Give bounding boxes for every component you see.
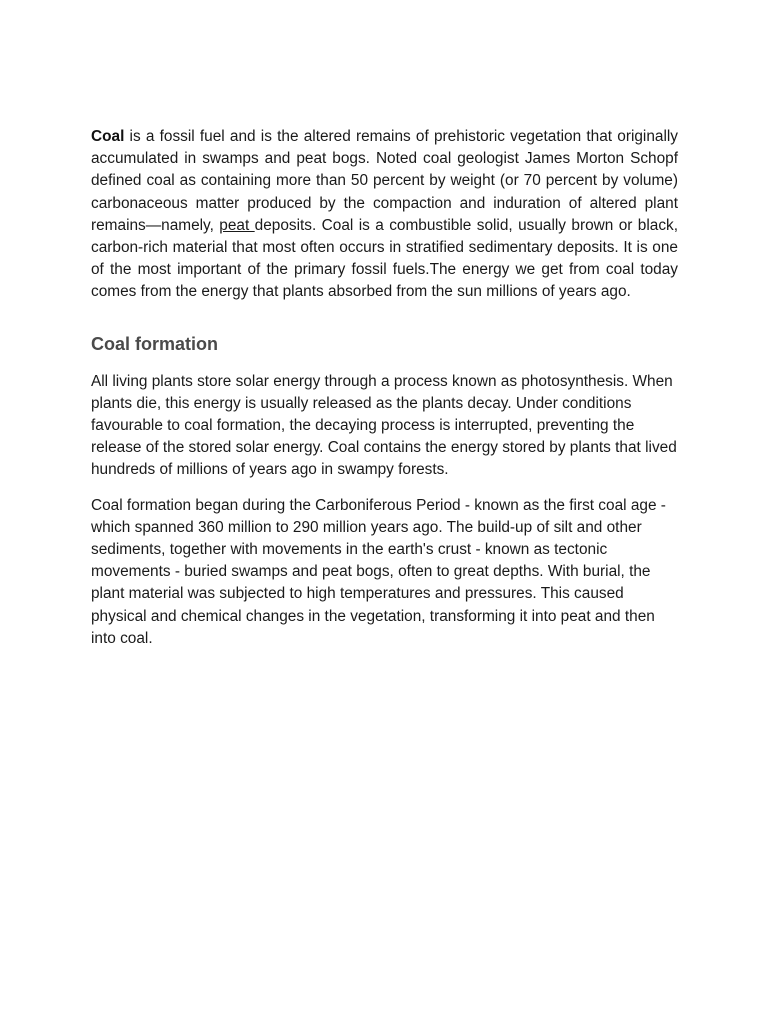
intro-text-part-2: deposits. Coal is a combustible solid, usually brown or black, carbon-rich material that most often occurs in stratified sedimentary deposits. It is one of the most important of the primary fossil fuels.The energy we get from coal today comes from the energy that plants absorbed from the sun millions of years ago. xyxy=(91,216,679,301)
peat-link[interactable]: peat xyxy=(219,216,255,234)
intro-text-part-1: is a fossil fuel and is the altered remains of prehistoric vegetation that originally accumulated in swamps and peat bogs. Noted coal geologist James Morton Schopf defined coal as containing more than 50 percent by weight (or 70 percent by volume) carbonaceous matter produced by the compaction and induration of altered plant remains—namely, xyxy=(91,128,678,234)
document-page xyxy=(91,126,678,650)
body-paragraph-carboniferous: Coal formation began during the Carboniferous Period - known as the first coal age - which spanned 360 million to 290 million years ago. The build-up of silt and other sediments, together with movements in the earth's crust - known as tectonic movements - buried swamps and peat bogs, often to great depths. With burial, the plant material was subjected to high temperatures and pressures. This caused physical and chemical changes in the vegetation, transforming it into peat and then into coal. xyxy=(91,496,666,647)
section-heading: Coal formation xyxy=(91,333,219,354)
body-paragraph-photosynthesis: All living plants store solar energy through a process known as photosynthesis. When plants die, this energy is usually released as the plants decay. Under conditions favourable to coal formation, the decaying process is interrupted, preventing the release of the stored solar energy. Coal contains the energy stored by plants that lived hundreds of millions of years ago in swampy forests. xyxy=(91,372,677,479)
intro-paragraph xyxy=(91,126,678,304)
bold-term-coal: Coal xyxy=(91,128,125,145)
